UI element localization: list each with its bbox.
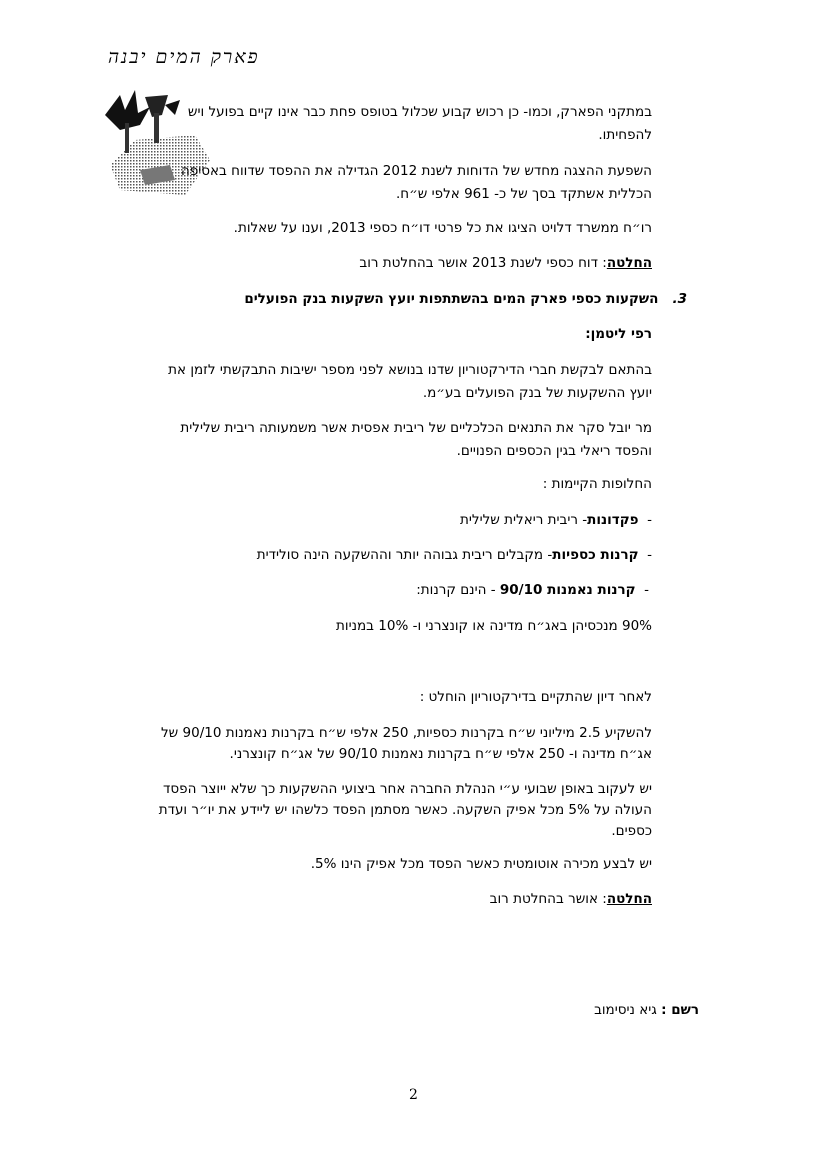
list-item-text: - ריבית ריאלית שלילית: [460, 512, 588, 528]
decision-line: [490, 891, 652, 908]
paragraph-line: מר יובל סקר את התנאים הכלכליים של ריבית אפסית אשר משמעותה ריבית שלילית: [180, 420, 652, 436]
logo-text: פארק המים יבנה: [108, 46, 260, 68]
list-item: - פקדונות- ריבית ריאלית שלילית: [460, 512, 652, 528]
decision-line: [359, 255, 652, 272]
alternatives-heading: החלופות הקיימות :: [542, 476, 652, 492]
paragraph-line: הכללית אשתקד בסך של כ- 961 אלפי ש״ח.: [395, 186, 652, 202]
recorder-name: גיא ניסימוב: [594, 1002, 662, 1018]
paragraph-line: העולה על 5% מכל אפיק השקעה. כאשר מסתמן הפסד כלשהו יש ליידע את יו״ר ועדת: [158, 802, 652, 818]
decision-text: : דוח כספי לשנת 2013 אושר בהחלטת רוב: [359, 255, 607, 271]
decision-text: : אושר בהחלטת רוב: [489, 891, 607, 907]
recorder-label: רשם :: [661, 1002, 699, 1018]
paragraph-line: להפחיתו.: [598, 127, 652, 143]
paragraph-line: כספים.: [611, 823, 652, 839]
list-item-bold: קרנות כספיות: [552, 547, 639, 563]
list-item-bold: פקדונות: [587, 512, 639, 528]
paragraph-line: רו״ח ממשרד דלויט הציגו את כל פרטי דו״ח כספי 2013, וענו על שאלות.: [233, 220, 652, 236]
list-item-bold: קרנות נאמנות 90/10: [499, 582, 636, 598]
paragraph-line: והפסד ריאלי בגין הכספים הפנויים.: [456, 443, 652, 459]
paragraph-line: יש לבצע מכירה אוטומטית כאשר הפסד מכל אפיק הינו 5%.: [310, 856, 652, 872]
decision-label: החלטה: [606, 255, 652, 271]
section-title: השקעות כספי פארק המים בהשתתפות יועץ השקעות בנק הפועלים: [244, 291, 659, 307]
recorder-line: [594, 1002, 699, 1019]
resolution-intro: לאחר דיון שהתקיים בדירקטוריון הוחלט :: [419, 689, 652, 705]
page-number: 2: [409, 1087, 418, 1103]
paragraph-line: יועץ ההשקעות של בנק הפועלים בע״מ.: [422, 385, 652, 401]
decision-label: החלטה: [606, 891, 652, 907]
paragraph-line: בהתאם לבקשת חברי הדירקטוריון שדנו בנושא לפני מספר ישיבות התבקשתי לזמן את: [168, 362, 652, 378]
paragraph-line: השפעת ההצגה מחדש של הדוחות לשנת 2012 הגדילה את ההפסד שדווח באסיפה: [181, 163, 652, 179]
list-item: - קרנות כספיות- מקבלים ריבית גבוהה יותר וההשקעה הינה סולידית: [256, 547, 652, 563]
section-heading: [244, 291, 687, 308]
paragraph-line: להשקיע 2.5 מיליוני ש״ח בקרנות כספיות, 250 אלפי ש״ח בקרנות נאמנות 90/10 של: [161, 725, 652, 741]
section-number: 3.: [672, 291, 687, 307]
list-item-text: - מקבלים ריבית גבוהה יותר וההשקעה הינה סולידית: [256, 547, 553, 563]
paragraph-line: יש לעקוב באופן שבועי ע״י הנהלת החברה אחר ביצועי ההשקעות כך שלא ייוצר הפסד: [163, 781, 652, 797]
paragraph-line: במתקני הפארק, וכמו- כן רכוש קבוע שכלול בטופס פחת כבר אינו קיים בפועל ויש: [187, 104, 652, 120]
palm-tree-island-icon: [100, 85, 220, 200]
list-item-detail: 90% מנכסיהן באג״ח מדינה או קונצרני ו- 10% במניות: [336, 618, 652, 634]
list-item-text: - הינם קרנות:: [416, 582, 500, 598]
speaker-name: רפי ליטמן:: [585, 326, 652, 342]
paragraph-line: אג״ח מדינה ו- 250 אלפי ש״ח בקרנות נאמנות 90/10 של אג״ח קונצרני.: [229, 746, 652, 762]
list-item: - קרנות נאמנות 90/10 - הינם קרנות:: [416, 582, 649, 598]
